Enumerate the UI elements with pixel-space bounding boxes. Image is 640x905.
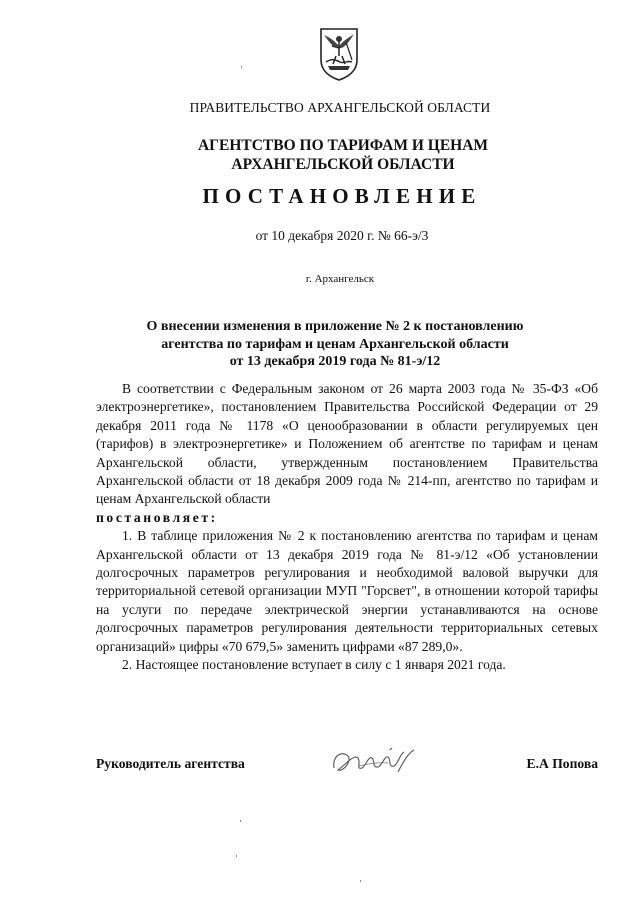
agency-name-line-1: АГЕНТСТВО ПО ТАРИФАМ И ЦЕНАМ [197, 137, 489, 154]
subject-line-1: О внесении изменения в приложение № 2 к постановлению [146, 319, 524, 334]
scan-speck [240, 820, 241, 822]
resolves-word: постановляет: [96, 509, 218, 525]
item-1-paragraph: 1. В таблице приложения № 2 к постановлению агентства по тарифам и ценам Архангельской области от 13 декабря 2019 года № 81-э/12 «Об установлении долгосрочных параметров регулирования и необходимой валовой выручки для территориальной сетевой организации МУП "Горсвет", в отношении которой тарифы на услуги по передаче электрической энергии устанавливаются на основе долгосрочных параметров регулирования деятельности территориальных сетевых организаций» цифры «70 679,5» заменить цифрами «87 289,0». [96, 528, 598, 654]
scan-speck [360, 880, 361, 882]
government-name: ПРАВИТЕЛЬСТВО АРХАНГЕЛЬСКОЙ ОБЛАСТИ [189, 100, 491, 115]
document-body [96, 380, 598, 675]
subject-line-3: от 13 декабря 2019 года № 81-э/12 [229, 354, 441, 369]
subject-line-2: агентства по тарифам и ценам Архангельской области [161, 336, 509, 352]
document-place: г. Архангельск [305, 273, 375, 285]
signatory-name: Е.А Попова [526, 756, 598, 771]
signatory-title: Руководитель агентства [96, 756, 245, 771]
item-2-paragraph: 2. Настоящее постановление вступает в силу с 1 января 2021 года. [122, 657, 506, 673]
scan-speck [241, 66, 242, 68]
handwritten-signature-icon [328, 742, 428, 782]
scan-speck [236, 855, 237, 857]
preamble-paragraph: В соответствии с Федеральным законом от 26 марта 2003 года № 35-ФЗ «Об электроэнергетике», постановлением Правительства Российской Федерации от 29 декабря 2011 года № 1178 «О ценообразовании в области регулируемых цен (тарифов) в электроэнергетике» и Положением об агентстве по тарифам и ценам Архангельской области, утвержденным постановлением Правительства Архангельской области от 18 декабря 2009 года № 214-пп, агентство по тарифам и ценам Архангельской области [96, 381, 598, 507]
arkhangelsk-coat-of-arms-icon [318, 26, 360, 82]
agency-name [0, 136, 640, 174]
document-date-number: от 10 декабря 2020 г. № 66-э/3 [255, 228, 429, 243]
document-subject [0, 318, 640, 371]
document-type-title: ПОСТАНОВЛЕНИЕ [202, 184, 482, 208]
agency-name-line-2: АРХАНГЕЛЬСКОЙ ОБЛАСТИ [231, 156, 455, 173]
